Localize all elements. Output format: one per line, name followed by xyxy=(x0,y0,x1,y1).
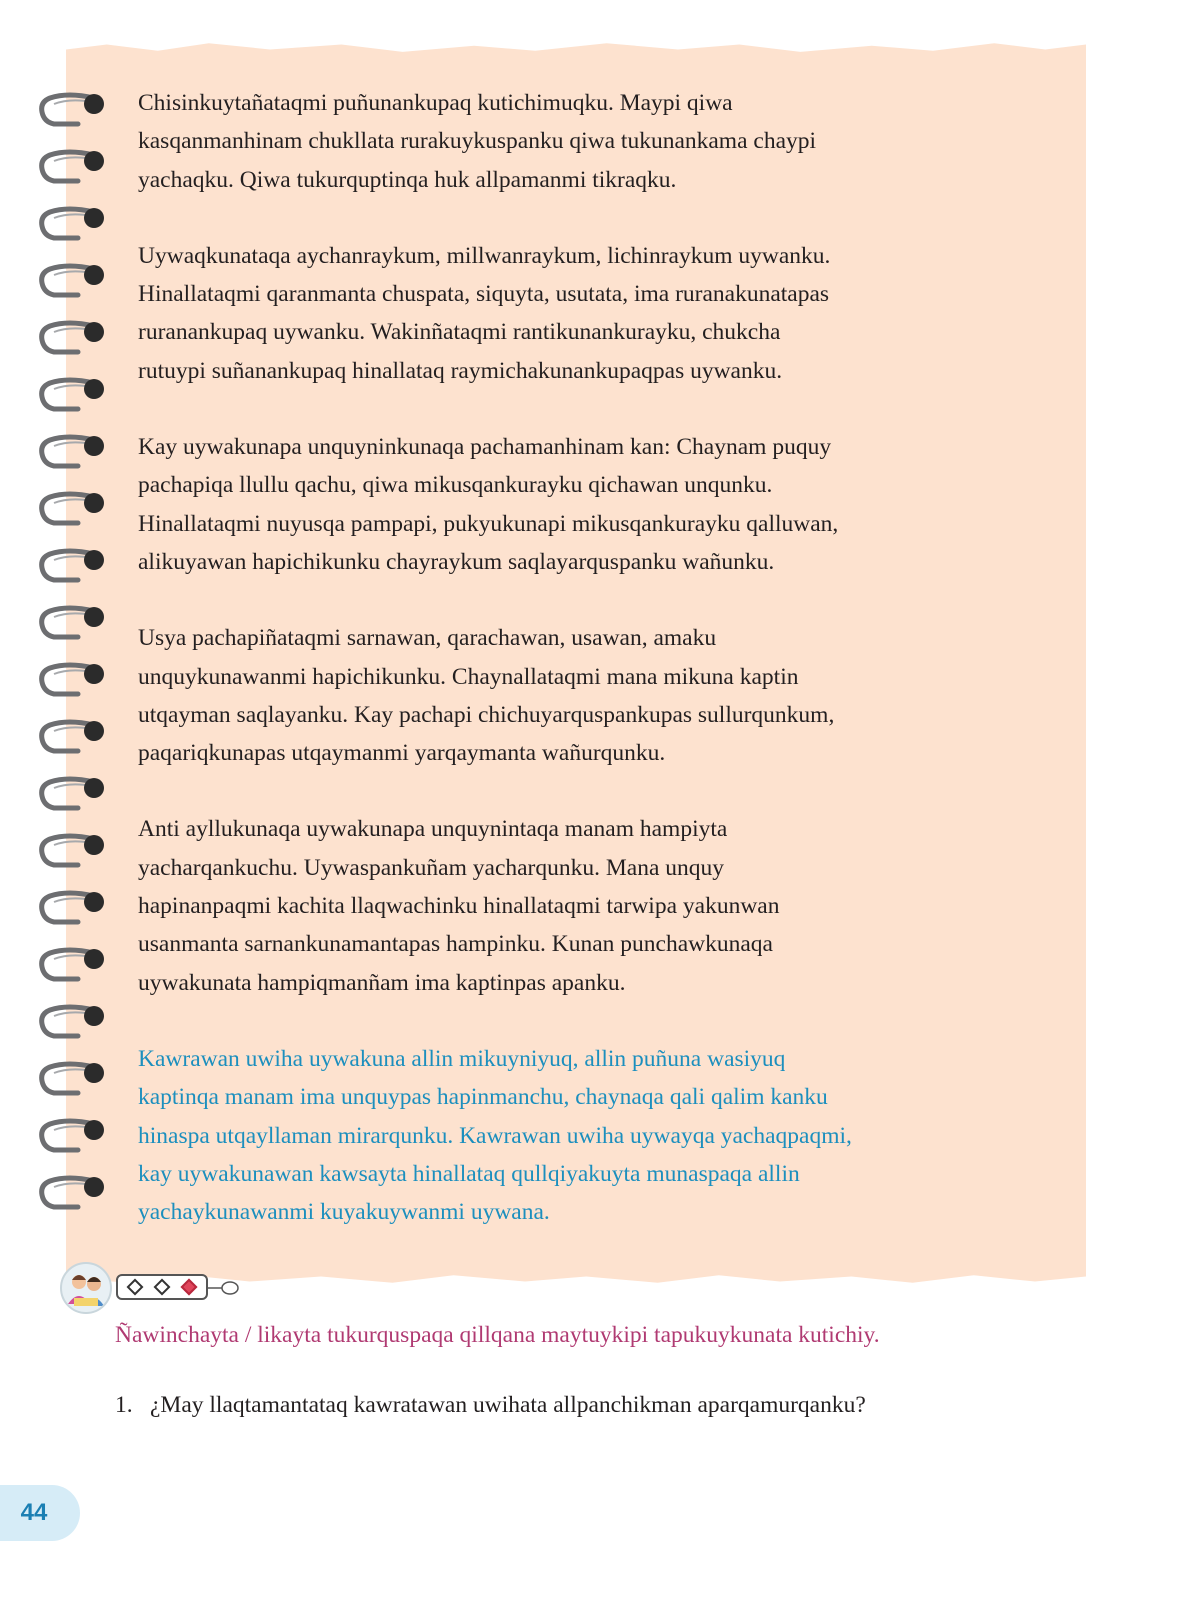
text-line: yacharqankuchu. Uywaspankuñam yacharqunku. Mana unquy xyxy=(138,854,725,881)
spiral-ring-icon xyxy=(38,202,112,246)
text-line: Chisinkuytañataqmi puñunankupaq kutichimuqku. Maypi qiwa xyxy=(138,90,733,116)
text-line: uywakunata hampiqmanñam ima kaptinpas apanku. xyxy=(138,969,626,996)
story-paragraph xyxy=(138,428,1038,581)
text-line: paqariqkunapas utqaymanmi yarqaymanta wañurqunku. xyxy=(138,740,666,767)
text-line: rutuypi suñanankupaq hinallataq raymichakunankupaqpas uywanku. xyxy=(138,357,783,384)
text-line: ruranankupaq uywanku. Wakinñataqmi rantikunankurayku, chukcha xyxy=(138,319,781,346)
diamond-empty-icon xyxy=(153,1279,170,1296)
highlight-paragraph xyxy=(138,1040,1038,1231)
spiral-ring-icon xyxy=(38,88,112,132)
spiral-ring-icon xyxy=(38,145,112,189)
spiral-ring-icon xyxy=(38,259,112,303)
spiral-ring-icon xyxy=(38,544,112,588)
spiral-ring-icon xyxy=(38,1114,112,1158)
text-line: Kay uywakunapa unquyninkunaqa pachamanhinam kan: Chaynam puquy xyxy=(138,434,832,461)
diamond-empty-icon xyxy=(127,1279,144,1296)
text-line: kasqanmanhinam chukllata rurakuykuspanku qiwa tukunankama chaypi xyxy=(138,128,817,155)
text-line: Anti ayllukunaqa uywakunapa unquynintaqa manam hampiyta xyxy=(138,816,728,843)
text-line: kay uywakunawan kawsayta hinallataq qullqiyakuyta munaspaqa allin xyxy=(138,1160,800,1187)
story-paragraph xyxy=(138,619,1038,772)
story-paragraph xyxy=(138,237,1038,390)
spiral-ring-icon xyxy=(38,886,112,930)
text-line: Uywaqkunataqa aychanraykum, millwanraykum, lichinraykum uywanku. xyxy=(138,242,831,269)
text-line: hinaspa utqayllaman mirarqunku. Kawrawan uwiha uywayqa yachaqpaqmi, xyxy=(138,1122,852,1149)
page-number: 44 xyxy=(0,1485,80,1541)
spiral-ring-icon xyxy=(38,601,112,645)
text-line: unquykunawanmi hapichikunku. Chaynallataqmi mana mikuna kaptin xyxy=(138,663,799,690)
spiral-ring-icon xyxy=(38,430,112,474)
spiral-ring-icon xyxy=(38,1057,112,1101)
activity-header xyxy=(60,1262,300,1312)
text-line: hapinanpaqmi kachita llaqwachinku hinallataqmi tarwipa yakunwan xyxy=(138,893,780,920)
text-line: yachaqku. Qiwa tukurquptinqa huk allpamanmi tikraqku. xyxy=(138,166,677,193)
spiral-ring-icon xyxy=(38,1171,112,1215)
text-line: yachaykunawanmi kuyakuywanmi uywana. xyxy=(138,1199,550,1226)
text-line: Kawrawan uwiha uywakuna allin mikuyniyuq, allin puñuna wasiyuq xyxy=(138,1045,786,1072)
story-text xyxy=(138,84,1038,1269)
text-line: pachapiqa llullu qachu, qiwa mikusqankurayku qichawan unqunku. xyxy=(138,472,773,499)
text-line: alikuyawan hapichikunku chayraykum saqlayarquspanku wañunku. xyxy=(138,548,775,575)
activity-instruction: Ñawinchayta / likayta tukurquspaqa qillqana maytuykipi tapukuykunata kutichiy. xyxy=(115,1322,880,1348)
text-line: kaptinqa manam ima unquypas hapinmanchu, chaynaqa qali qalim kanku xyxy=(138,1084,828,1111)
story-paragraph xyxy=(138,84,1038,199)
diamond-filled-icon xyxy=(180,1279,197,1296)
question-text: ¿May llaqtamantataq kawratawan uwihata allpanchikman aparqamurqanku? xyxy=(150,1392,866,1418)
spiral-ring-icon xyxy=(38,772,112,816)
spiral-ring-icon xyxy=(38,1000,112,1044)
spiral-ring-icon xyxy=(38,829,112,873)
story-paragraph xyxy=(138,810,1038,1001)
spiral-ring-icon xyxy=(38,715,112,759)
spiral-ring-icon xyxy=(38,373,112,417)
question-number: 1. xyxy=(115,1392,133,1418)
text-line: Hinallataqmi qaranmanta chuspata, siquyta, usutata, ima ruranakunatapas xyxy=(138,281,830,308)
spiral-ring-icon xyxy=(38,943,112,987)
text-line: utqayman saqlayanku. Kay pachapi chichuyarquspankupas sullurqunkum, xyxy=(138,701,835,728)
children-reading-icon xyxy=(60,1262,112,1314)
text-line: usanmanta sarnankunamantapas hampinku. Kunan punchawkunaqa xyxy=(138,931,773,958)
spiral-ring-icon xyxy=(38,658,112,702)
spiral-binding xyxy=(38,88,112,1228)
text-line: Hinallataqmi nuyusqa pampapi, pukyukunapi mikusqankurayku qalluwan, xyxy=(138,510,839,537)
spiral-ring-icon xyxy=(38,316,112,360)
difficulty-indicator xyxy=(116,1274,208,1300)
spiral-ring-icon xyxy=(38,487,112,531)
tag-string-icon xyxy=(208,1278,240,1298)
text-line: Usya pachapiñataqmi sarnawan, qarachawan, usawan, amaku xyxy=(138,625,717,652)
